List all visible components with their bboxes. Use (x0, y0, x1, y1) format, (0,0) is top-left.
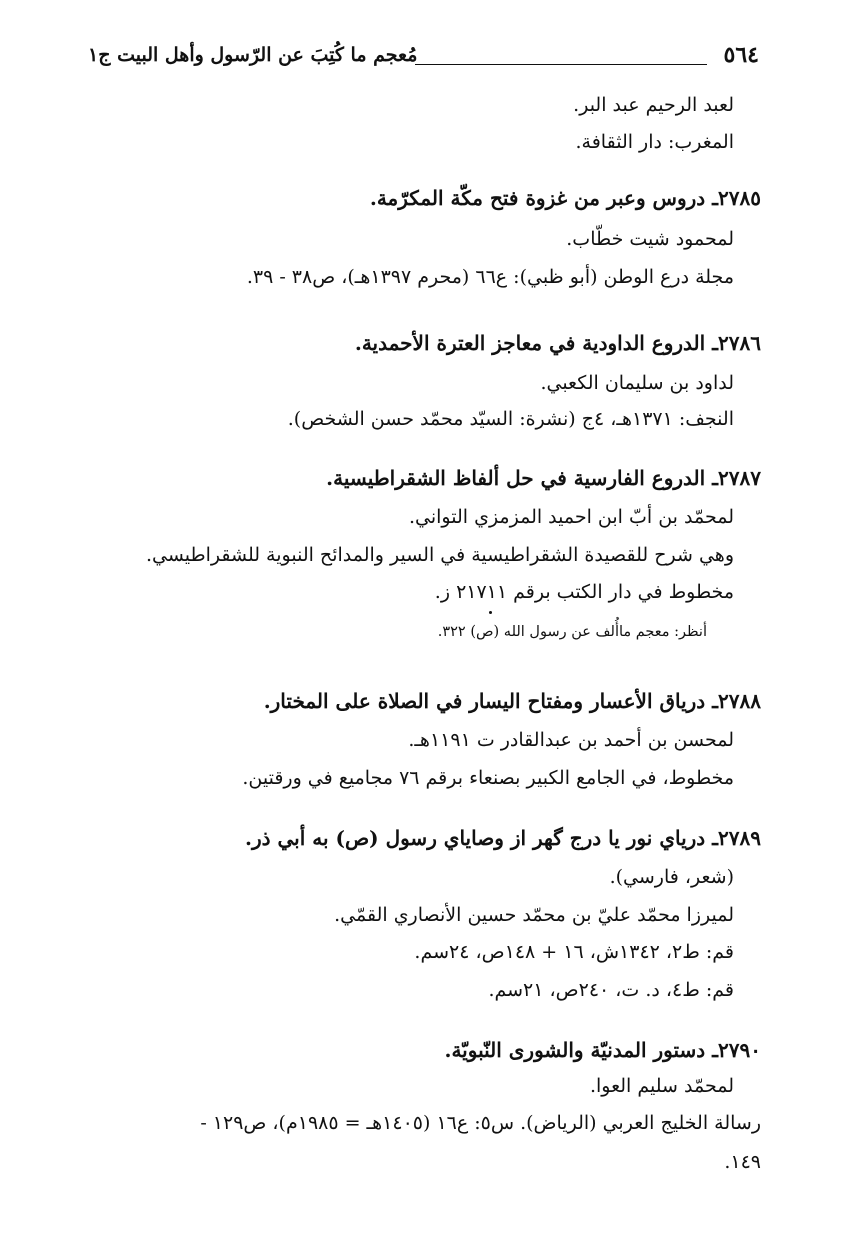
entry-line-continued: ١٤٩. (724, 1151, 761, 1173)
entry-line: قم: ط٢، ١٣٤٢ش، ١٦ + ١٤٨ص، ٢٤سم. (414, 941, 734, 963)
page-header (88, 38, 759, 78)
publisher-line: المغرب: دار الثقافة. (575, 131, 734, 153)
header-rule (415, 64, 707, 65)
entry-line: مخطوط، في الجامع الكبير بصنعاء برقم ٧٦ مجاميع في ورقتين. (242, 767, 734, 789)
entry-line: قم: ط٤، د. ت، ٢٤٠ص، ٢١سم. (488, 979, 734, 1001)
entry-line: لداود بن سليمان الكعبي. (540, 372, 734, 394)
entry-heading: ٢٧٨٩ـ درياي نور يا درج گهر از وصاياي رسول (ص) به أبي ذر. (245, 826, 761, 850)
entry-line: وهي شرح للقصيدة الشقراطيسية في السير والمدائح النبوية للشقراطيسي. (145, 544, 734, 566)
entry-heading: ٢٧٨٧ـ الدروع الفارسية في حل ألفاظ الشقراطيسية. (326, 466, 761, 490)
entry-line: لمحسن بن أحمد بن عبدالقادر ت ١١٩١هـ. (408, 729, 734, 751)
entry-line: مخطوط في دار الكتب برقم ٢١٧١١ ز. (434, 581, 734, 603)
entry-heading: ٢٧٨٦ـ الدروع الداودية في معاجز العترة الأحمدية. (354, 331, 761, 355)
entry-line: لمحمود شيت خطّاب. (566, 228, 734, 250)
author-line: لعبد الرحيم عبد البر. (573, 94, 734, 116)
entry-line: لمحمّد سليم العوا. (589, 1075, 734, 1097)
entry-heading: ٢٧٨٨ـ درياق الأعسار ومفتاح اليسار في الصلاة على المختار. (263, 689, 761, 713)
entry-note: أنظر: معجم ماأُلف عن رسول الله (ص) ٣٢٢. (437, 624, 707, 640)
ink-mark (489, 611, 492, 614)
entry-heading: ٢٧٨٥ـ دروس وعبر من غزوة فتح مكّة المكرّمة. (369, 186, 761, 210)
entry-line: لمحمّد بن أبّ ابن احميد المزمزي التواني. (408, 506, 734, 528)
entry-line: النجف: ١٣٧١هـ، ٤ج (نشرة: السيّد محمّد حسن الشخص). (287, 408, 734, 430)
entry-line: (شعر، فارسي). (609, 866, 734, 888)
running-title: مُعجم ما كُتِبَ عن الرّسول وأهل البيت ج١ (88, 44, 418, 66)
entry-line: رسالة الخليج العربي (الرياض). س٥: ع١٦ (١٤٠٥هـ = ١٩٨٥م)، ص١٢٩ - (200, 1112, 761, 1134)
entry-heading: ٢٧٩٠ـ دستور المدنيّة والشورى النّبويّة. (444, 1038, 761, 1062)
entry-line: لميرزا محمّد عليّ بن محمّد حسين الأنصاري القمّي. (334, 904, 734, 926)
page-number: ٥٦٤ (723, 42, 759, 68)
entry-line: مجلة درع الوطن (أبو ظبي): ع٦٦ (محرم ١٣٩٧هـ)، ص٣٨ - ٣٩. (246, 266, 734, 288)
